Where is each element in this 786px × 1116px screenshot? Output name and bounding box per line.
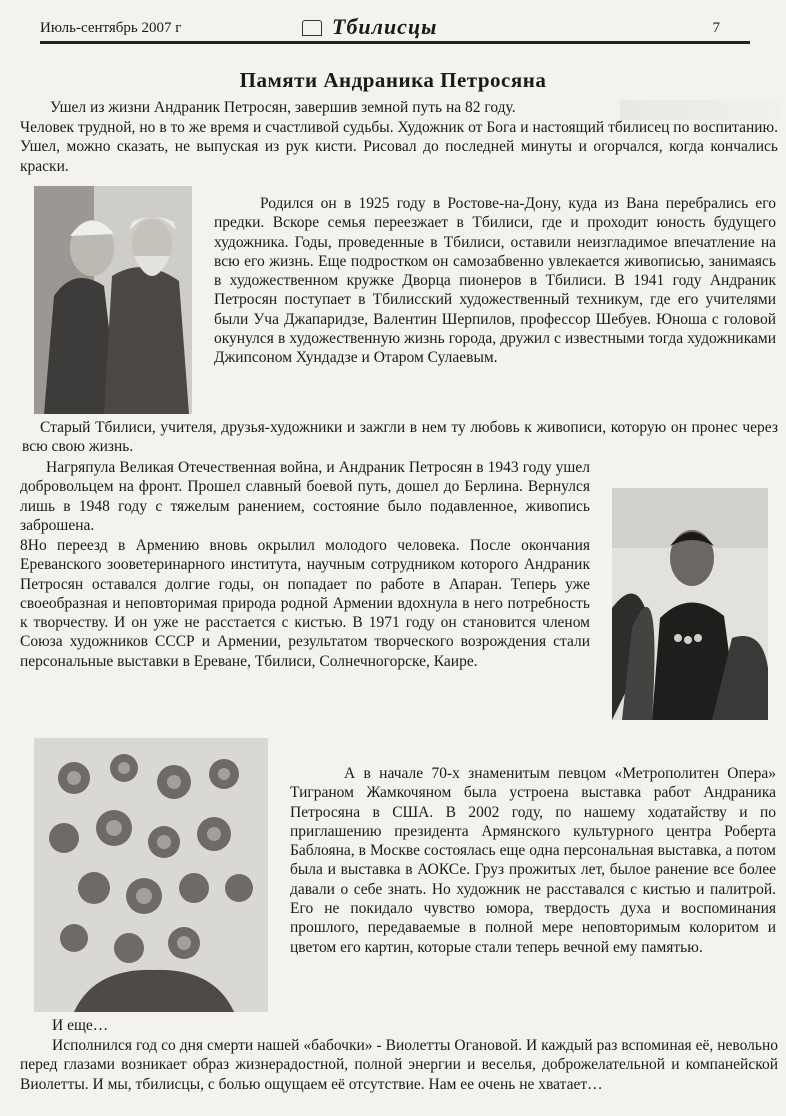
page-header	[40, 14, 750, 42]
photo-two-men	[34, 186, 192, 414]
painting-roses	[34, 738, 268, 1012]
issue-date: Июль-сентябрь 2007 г	[40, 20, 182, 36]
newspaper-logo: Тбилисцы	[332, 14, 438, 39]
photo-young-soldier	[612, 488, 768, 720]
newspaper-logo-icon	[302, 20, 322, 36]
paragraph-war: Нагряпула Великая Отечественная война, и Андраник Петросян в 1943 году ушел добровольцем на фронт. Прошел славный боевой путь, дошел до Берлина. Вернулся лишь в 1948 году с тяжелым ранением, состояние было подавленное, живопись заброшена.	[20, 459, 590, 534]
paragraph-old-tbilisi: Старый Тбилиси, учителя, друзья-художники и зажгли в нем ту любовь к живописи, которую он пронес через всю свою жизнь.	[22, 419, 778, 456]
intro-paragraph-2: Человек трудной, но в то же время и счастливой судьбы. Художник от Бога и настоящий тбилисец по воспитанию. Ушел, можно сказать, не выпуская из рук кисти. Рисовал до последней минуты и огорчался, когда кончались краски.	[20, 119, 778, 175]
addendum-text: Исполнился год со дня смерти нашей «бабочки» - Виолетты Огановой. И каждый раз вспоминая её, невольно перед глазами возникает образ жизнерадостной, полной энергии и веселья, доброжелательной и компанейской Виолетты. И мы, тбилисцы, с болью ощущаем её отсутствие. Нам ее очень не хватает…	[20, 1037, 778, 1093]
header-rule	[40, 41, 750, 44]
paragraph-birth: Родился он в 1925 году в Ростове-на-Дону, куда из Вана перебрались его предки. Вскоре семья переезжает в Тбилиси, где и проходит юность будущего художника. Годы, проведенные в Тбилиси, оставили неизгладимое впечатление на всю его жизнь. Еще подростком он самозабвенно увлекается живописью, занимаясь в художественном кружке Дворца пионеров в Тбилиси. В 1941 году Андраник Петросян поступает в Тбилисский художественный техникум, где его учителями были Уча Джапаридзе, Валентин Шерпилов, профессор Шебуев. Юноша с головой окунулся в художественную жизнь города, дружил с известными тогда художниками Джипсоном Хундадзе и Отаром Сулаевым.	[214, 195, 776, 367]
page-number: 7	[712, 20, 720, 36]
paragraph-70s: А в начале 70-х знаменитым певцом «Метрополитен Опера» Тиграном Жамкочяном была устроена выставка работ Андраника Петросяна в США. В 2002 году, по нашему ходатайству и по приглашению президента Армянского культурного центра Роберта Баблояна, в Москве состоялась еще одна персональная выставка, а потом была и выставка в АОКСе. Груз прожитых лет, былое ранение все более давали о себе знать. Но художник не расставался с кистью и палитрой. Его не покидало чувство юмора, твердость духа и воспоминания прошлого, передаваемые в полной мере неповторимым колоритом и цветом его картин, которые стали теперь вечной ему памятью.	[290, 765, 776, 956]
paragraph-armenia: 8Но переезд в Армению вновь окрылил молодого человека. После окончания Ереванского зооветеринарного института, научным сотрудником которого Андраник Петросян оставался долгие годы, он попадает по работе в Апаран. Теперь уже своеобразная и неповторимая природа родной Армении вдохнула в него потребность к творчеству. И он уже не расстается с кистью. В 1971 году он становится членом Союза художников СССР и Армении, результатом творческого возрождения стали персональные выставки в Ереване, Тбилиси, Солнечногорске, Каире.	[20, 537, 590, 670]
article-title: Памяти Андраника Петросяна	[239, 68, 547, 92]
intro-paragraph-1: Ушел из жизни Андраник Петросян, завершив земной путь на 82 году.	[50, 99, 516, 116]
addendum-heading: И еще…	[52, 1017, 109, 1034]
